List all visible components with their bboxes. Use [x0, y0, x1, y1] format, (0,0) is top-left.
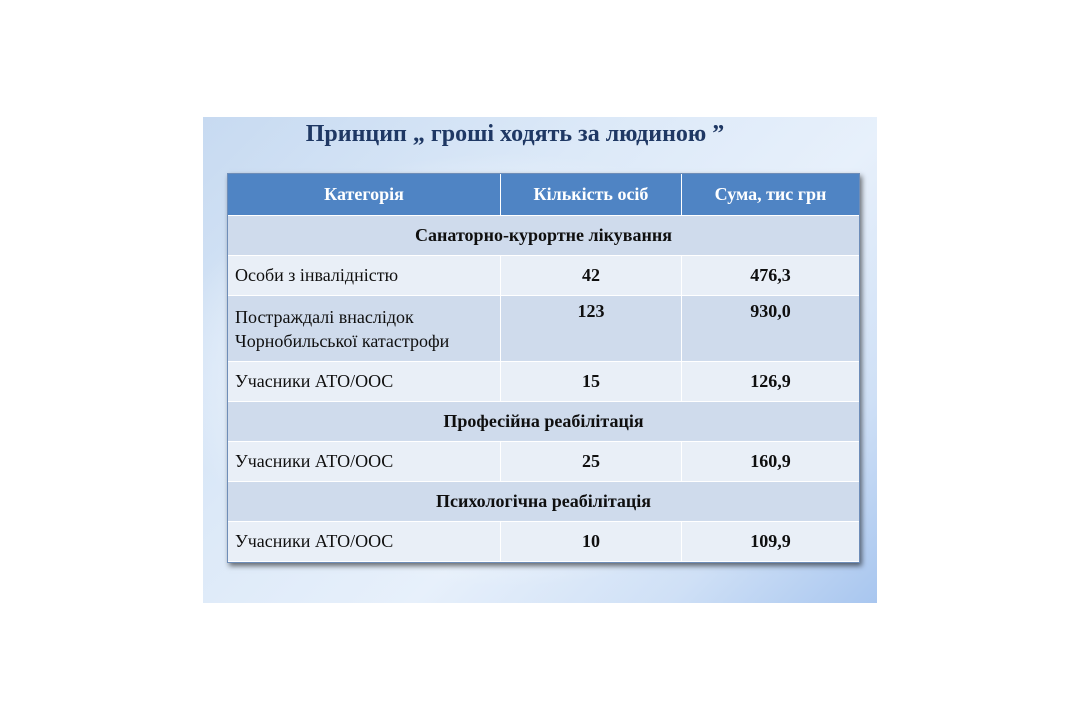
- section-row-sanatorium: [228, 216, 859, 256]
- cell-category-line2: Чорнобильської катастрофи: [235, 330, 450, 351]
- section-row-professional: [228, 402, 859, 442]
- cell-sum: 109,9: [682, 522, 860, 562]
- cell-category: Учасники АТО/ООС: [228, 362, 501, 402]
- section-title: Санаторно-курортне лікування: [228, 216, 859, 256]
- slide-title: Принцип „ гроші ходять за людиною ”: [305, 121, 725, 147]
- cell-category: Учасники АТО/ООС: [228, 442, 501, 482]
- cell-sum: 930,0: [682, 296, 860, 362]
- table-row: [228, 442, 859, 482]
- table-header-row: [228, 174, 859, 216]
- table-row: [228, 522, 859, 562]
- section-title: Професійна реабілітація: [228, 402, 859, 442]
- section-title: Психологічна реабілітація: [228, 482, 859, 522]
- header-sum: Сума, тис грн: [682, 174, 860, 216]
- section-row-psychological: [228, 482, 859, 522]
- data-table: [228, 174, 859, 562]
- cell-sum: 160,9: [682, 442, 860, 482]
- cell-count: 42: [501, 256, 682, 296]
- table-row: [228, 256, 859, 296]
- cell-sum: 126,9: [682, 362, 860, 402]
- cell-count: 123: [501, 296, 682, 362]
- cell-category-line1: Постраждалі внаслідок: [235, 306, 414, 327]
- cell-sum: 476,3: [682, 256, 860, 296]
- cell-category: Учасники АТО/ООС: [228, 522, 501, 562]
- cell-category: Особи з інвалідністю: [228, 256, 501, 296]
- data-table-container: [227, 173, 860, 563]
- slide: [203, 117, 877, 603]
- cell-count: 10: [501, 522, 682, 562]
- header-count: Кількість осіб: [501, 174, 682, 216]
- table-row: [228, 362, 859, 402]
- cell-count: 15: [501, 362, 682, 402]
- cell-category: [228, 296, 501, 362]
- header-category: Категорія: [228, 174, 501, 216]
- table-row: [228, 296, 859, 362]
- cell-count: 25: [501, 442, 682, 482]
